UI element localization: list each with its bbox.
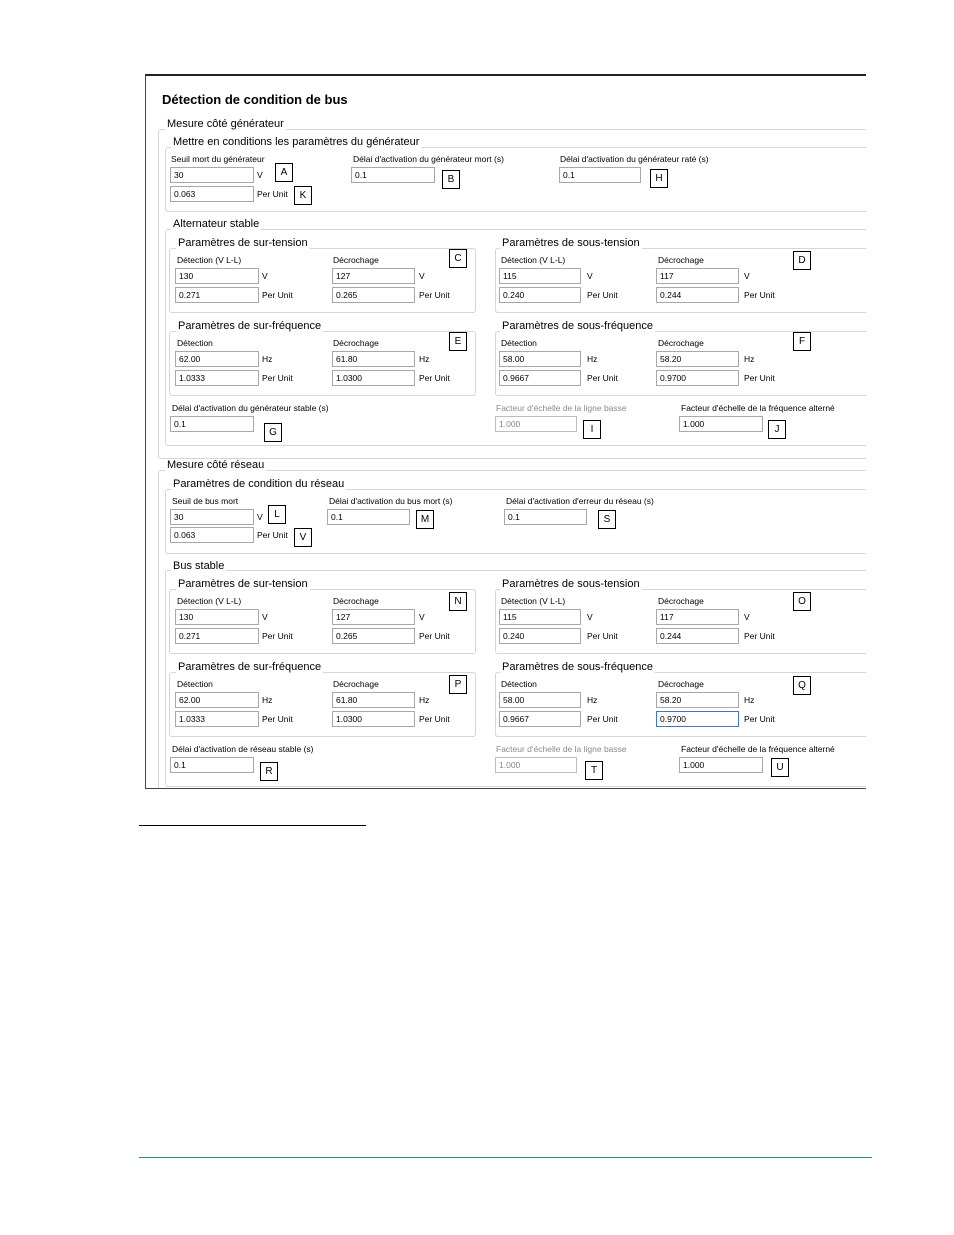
gen-uf-drop-unit: Hz xyxy=(744,354,755,364)
net-uf-det-input[interactable] xyxy=(499,692,581,708)
net-stable-legend: Bus stable xyxy=(173,560,225,572)
net-ov-drop-pu-input[interactable] xyxy=(332,628,415,644)
gen-ov-det-unit: V xyxy=(262,271,268,281)
gen-side-legend: Mesure côté générateur xyxy=(167,118,284,130)
gen-of-det-label: Détection xyxy=(177,338,213,348)
callout-p: P xyxy=(449,675,467,694)
net-dead-label: Seuil de bus mort xyxy=(172,496,239,506)
net-alt-freq-label: Facteur d'échelle de la fréquence alterné xyxy=(681,744,835,754)
footnote-rule xyxy=(139,825,366,826)
gen-ov-drop-pu-unit: Per Unit xyxy=(419,290,450,300)
net-ov-drop-unit: V xyxy=(419,612,425,622)
page-title: Détection de condition de bus xyxy=(162,92,348,107)
net-side-legend: Mesure côté réseau xyxy=(167,459,265,471)
net-err-delay-label: Délai d'activation d'erreur du réseau (s) xyxy=(506,496,654,506)
net-uf-drop-input[interactable] xyxy=(656,692,739,708)
net-ov-det-input[interactable] xyxy=(175,609,259,625)
gen-uv-drop-pu-unit: Per Unit xyxy=(744,290,775,300)
net-low-line-label: Facteur d'échelle de la ligne basse xyxy=(496,744,627,754)
callout-f: F xyxy=(793,332,811,351)
callout-v: V xyxy=(294,528,312,547)
gen-ov-drop-input[interactable] xyxy=(332,268,415,284)
gen-stable-delay-label: Délai d'activation du générateur stable (s) xyxy=(172,403,329,413)
net-ov-det-unit: V xyxy=(262,612,268,622)
gen-of-det-pu-unit: Per Unit xyxy=(262,373,293,383)
callout-e: E xyxy=(449,332,467,351)
net-of-drop-label: Décrochage xyxy=(333,679,379,689)
net-uv-det-pu-unit: Per Unit xyxy=(587,631,618,641)
gen-ov-drop-unit: V xyxy=(419,271,425,281)
callout-t: T xyxy=(585,761,603,780)
gen-low-line-label: Facteur d'échelle de la ligne basse xyxy=(496,403,627,413)
gen-ov-det-label: Détection (V L-L) xyxy=(177,255,242,265)
gen-uf-drop-pu-unit: Per Unit xyxy=(744,373,775,383)
gen-uf-drop-label: Décrochage xyxy=(658,338,704,348)
net-of-legend: Paramètres de sur-fréquence xyxy=(178,661,322,673)
callout-n: N xyxy=(449,592,467,611)
gen-uv-det-unit: V xyxy=(587,271,593,281)
gen-fail-delay-label: Délai d'activation du générateur raté (s) xyxy=(560,154,709,164)
callout-h: H xyxy=(650,169,668,188)
gen-uv-det-input[interactable] xyxy=(499,268,581,284)
gen-uf-det-input[interactable] xyxy=(499,351,581,367)
net-uf-det-pu-input[interactable] xyxy=(499,711,581,727)
gen-dead-pu-input[interactable] xyxy=(170,186,254,202)
net-uv-drop-label: Décrochage xyxy=(658,596,704,606)
gen-of-drop-pu-unit: Per Unit xyxy=(419,373,450,383)
net-uf-drop-unit: Hz xyxy=(744,695,755,705)
gen-dead-delay-input[interactable] xyxy=(351,167,435,183)
net-uf-det-label: Détection xyxy=(501,679,537,689)
callout-g: G xyxy=(264,423,282,442)
callout-s: S xyxy=(598,510,616,529)
gen-low-line-input[interactable] xyxy=(495,416,577,432)
net-ov-drop-pu-unit: Per Unit xyxy=(419,631,450,641)
gen-of-det-pu-input[interactable] xyxy=(175,370,259,386)
gen-uv-drop-unit: V xyxy=(744,271,750,281)
callout-k: K xyxy=(294,186,312,205)
gen-cond-legend: Mettre en conditions les paramètres du générateur xyxy=(173,136,420,148)
net-ov-det-pu-unit: Per Unit xyxy=(262,631,293,641)
net-uf-drop-pu-unit: Per Unit xyxy=(744,714,775,724)
gen-ov-det-pu-input[interactable] xyxy=(175,287,259,303)
net-stable-delay-label: Délai d'activation de réseau stable (s) xyxy=(172,744,314,754)
net-of-det-pu-unit: Per Unit xyxy=(262,714,293,724)
net-cond-legend: Paramètres de condition du réseau xyxy=(173,478,345,490)
gen-of-det-input[interactable] xyxy=(175,351,259,367)
gen-uv-det-label: Détection (V L-L) xyxy=(501,255,566,265)
gen-uv-det-pu-unit: Per Unit xyxy=(587,290,618,300)
net-ov-det-label: Détection (V L-L) xyxy=(177,596,242,606)
gen-dead-v-input[interactable] xyxy=(170,167,254,183)
callout-l: L xyxy=(268,505,286,524)
callout-m: M xyxy=(416,510,434,529)
net-uf-legend: Paramètres de sous-fréquence xyxy=(502,661,654,673)
gen-uv-legend: Paramètres de sous-tension xyxy=(502,237,640,249)
net-dead-pu-unit: Per Unit xyxy=(257,530,288,540)
gen-uv-drop-label: Décrochage xyxy=(658,255,704,265)
callout-u: U xyxy=(771,758,789,777)
gen-fail-delay-input[interactable] xyxy=(559,167,641,183)
footer-rule xyxy=(139,1157,872,1158)
gen-of-legend: Paramètres de sur-fréquence xyxy=(178,320,322,332)
net-of-drop-pu-input[interactable] xyxy=(332,711,415,727)
gen-stable-delay-input[interactable] xyxy=(170,416,254,432)
net-dead-v-unit: V xyxy=(257,512,263,522)
net-uf-drop-label: Décrochage xyxy=(658,679,704,689)
net-of-det-unit: Hz xyxy=(262,695,273,705)
callout-a: A xyxy=(275,163,293,182)
callout-o: O xyxy=(793,592,811,611)
net-low-line-input[interactable] xyxy=(495,757,577,773)
net-of-det-pu-input[interactable] xyxy=(175,711,259,727)
net-uv-legend: Paramètres de sous-tension xyxy=(502,578,640,590)
net-dead-pu-input[interactable] xyxy=(170,527,254,543)
net-uv-det-unit: V xyxy=(587,612,593,622)
gen-cond-group xyxy=(165,147,866,212)
net-uf-drop-pu-input[interactable] xyxy=(656,711,739,727)
gen-ov-drop-pu-input[interactable] xyxy=(332,287,415,303)
gen-of-drop-label: Décrochage xyxy=(333,338,379,348)
gen-uf-drop-input[interactable] xyxy=(656,351,739,367)
gen-uf-det-pu-unit: Per Unit xyxy=(587,373,618,383)
net-of-det-label: Détection xyxy=(177,679,213,689)
callout-b: B xyxy=(442,170,460,189)
net-dead-v-input[interactable] xyxy=(170,509,254,525)
gen-dead-pu-unit: Per Unit xyxy=(257,189,288,199)
net-of-drop-unit: Hz xyxy=(419,695,430,705)
net-of-det-input[interactable] xyxy=(175,692,259,708)
gen-dead-v-unit: V xyxy=(257,170,263,180)
net-ov-drop-label: Décrochage xyxy=(333,596,379,606)
net-dead-delay-input[interactable] xyxy=(327,509,410,525)
net-uv-drop-pu-input[interactable] xyxy=(656,628,739,644)
net-uf-det-pu-unit: Per Unit xyxy=(587,714,618,724)
gen-alt-freq-label: Facteur d'échelle de la fréquence alterné xyxy=(681,403,835,413)
net-of-drop-input[interactable] xyxy=(332,692,415,708)
net-uv-det-pu-input[interactable] xyxy=(499,628,581,644)
gen-ov-det-input[interactable] xyxy=(175,268,259,284)
gen-uv-drop-pu-input[interactable] xyxy=(656,287,739,303)
net-uv-det-label: Détection (V L-L) xyxy=(501,596,566,606)
gen-uf-det-label: Détection xyxy=(501,338,537,348)
net-dead-delay-label: Délai d'activation du bus mort (s) xyxy=(329,496,453,506)
gen-ov-legend: Paramètres de sur-tension xyxy=(178,237,308,249)
gen-uv-drop-input[interactable] xyxy=(656,268,739,284)
net-uv-det-input[interactable] xyxy=(499,609,581,625)
callout-r: R xyxy=(260,762,278,781)
net-alt-freq-input[interactable] xyxy=(679,757,763,773)
net-stable-delay-input[interactable] xyxy=(170,757,254,773)
gen-uf-drop-pu-input[interactable] xyxy=(656,370,739,386)
callout-i: I xyxy=(583,420,601,439)
gen-dead-delay-label: Délai d'activation du générateur mort (s) xyxy=(353,154,504,164)
net-err-delay-input[interactable] xyxy=(504,509,587,525)
gen-stable-legend: Alternateur stable xyxy=(173,218,260,230)
net-uv-drop-pu-unit: Per Unit xyxy=(744,631,775,641)
net-ov-drop-input[interactable] xyxy=(332,609,415,625)
net-uv-drop-input[interactable] xyxy=(656,609,739,625)
callout-q: Q xyxy=(793,676,811,695)
gen-dead-label: Seuil mort du générateur xyxy=(171,154,265,164)
gen-of-det-unit: Hz xyxy=(262,354,273,364)
net-of-drop-pu-unit: Per Unit xyxy=(419,714,450,724)
callout-c: C xyxy=(449,249,467,268)
gen-uf-legend: Paramètres de sous-fréquence xyxy=(502,320,654,332)
bus-condition-screenshot xyxy=(145,74,866,789)
gen-of-drop-input[interactable] xyxy=(332,351,415,367)
gen-alt-freq-input[interactable] xyxy=(679,416,763,432)
gen-uv-det-pu-input[interactable] xyxy=(499,287,581,303)
net-uv-drop-unit: V xyxy=(744,612,750,622)
gen-ov-drop-label: Décrochage xyxy=(333,255,379,265)
net-uf-det-unit: Hz xyxy=(587,695,598,705)
gen-of-drop-pu-input[interactable] xyxy=(332,370,415,386)
callout-j: J xyxy=(768,420,786,439)
callout-d: D xyxy=(793,251,811,270)
gen-of-drop-unit: Hz xyxy=(419,354,430,364)
gen-ov-det-pu-unit: Per Unit xyxy=(262,290,293,300)
gen-uf-det-pu-input[interactable] xyxy=(499,370,581,386)
net-ov-legend: Paramètres de sur-tension xyxy=(178,578,308,590)
gen-uf-det-unit: Hz xyxy=(587,354,598,364)
net-ov-det-pu-input[interactable] xyxy=(175,628,259,644)
